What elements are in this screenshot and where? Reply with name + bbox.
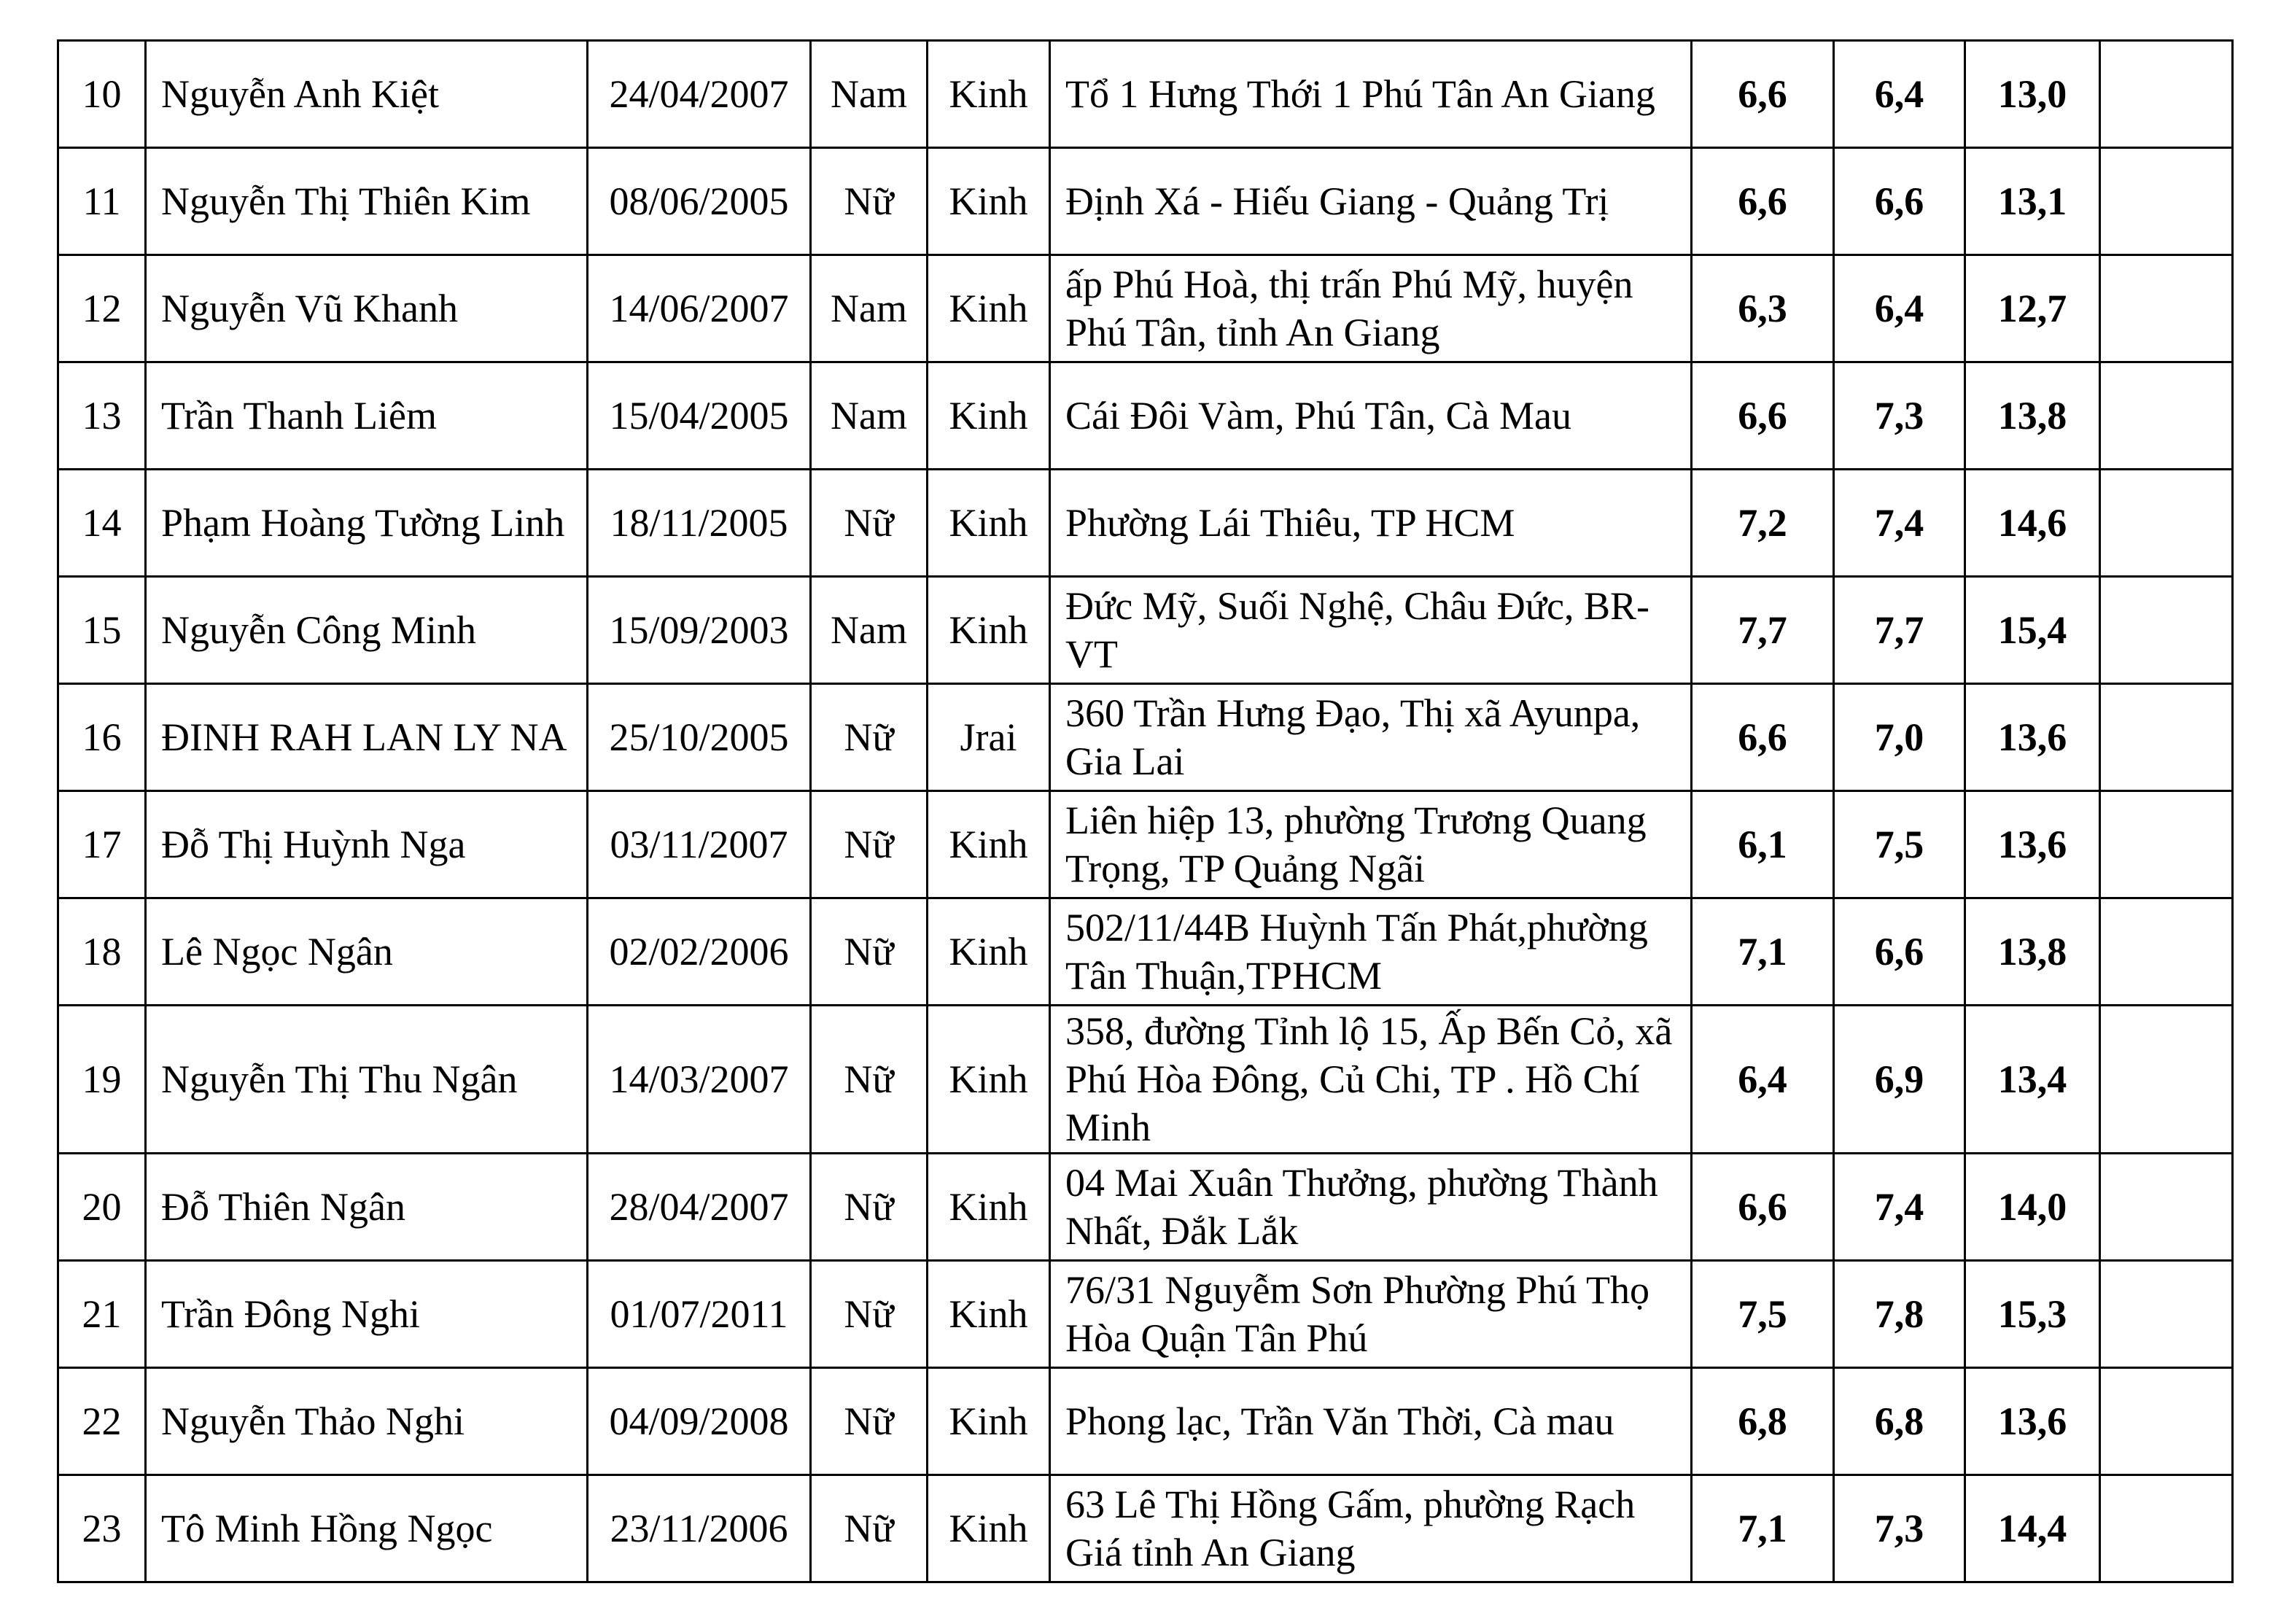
score-1: 6,1 — [1692, 791, 1834, 898]
row-number: 14 — [58, 470, 146, 577]
total-score: 13,4 — [1965, 1006, 2100, 1154]
note — [2100, 791, 2233, 898]
date-of-birth: 23/11/2006 — [588, 1475, 811, 1582]
address: ấp Phú Hoà, thị trấn Phú Mỹ, huyện Phú Tân, tỉnh An Giang — [1050, 255, 1692, 362]
table-row — [58, 577, 2233, 684]
score-1: 6,6 — [1692, 1154, 1834, 1261]
gender: Nữ — [811, 1154, 928, 1261]
row-number: 16 — [58, 684, 146, 791]
date-of-birth: 28/04/2007 — [588, 1154, 811, 1261]
date-of-birth: 25/10/2005 — [588, 684, 811, 791]
table-row — [58, 898, 2233, 1006]
note — [2100, 1006, 2233, 1154]
address: Định Xá - Hiếu Giang - Quảng Trị — [1050, 148, 1692, 255]
gender: Nữ — [811, 1475, 928, 1582]
table-row — [58, 255, 2233, 362]
row-number: 19 — [58, 1006, 146, 1154]
score-1: 7,1 — [1692, 1475, 1834, 1582]
score-1: 6,6 — [1692, 362, 1834, 470]
total-score: 14,4 — [1965, 1475, 2100, 1582]
total-score: 13,0 — [1965, 41, 2100, 148]
total-score: 14,6 — [1965, 470, 2100, 577]
ethnicity: Kinh — [928, 41, 1050, 148]
score-2: 6,9 — [1834, 1006, 1965, 1154]
date-of-birth: 14/06/2007 — [588, 255, 811, 362]
total-score: 13,8 — [1965, 362, 2100, 470]
candidate-name: Nguyễn Thị Thu Ngân — [146, 1006, 588, 1154]
date-of-birth: 03/11/2007 — [588, 791, 811, 898]
candidate-name: Đỗ Thiên Ngân — [146, 1154, 588, 1261]
ethnicity: Kinh — [928, 577, 1050, 684]
ethnicity: Kinh — [928, 1475, 1050, 1582]
address: 76/31 Nguyễm Sơn Phường Phú Thọ Hòa Quận Tân Phú — [1050, 1261, 1692, 1368]
ethnicity: Kinh — [928, 1261, 1050, 1368]
results-sheet — [57, 39, 2234, 1583]
candidate-name: Nguyễn Anh Kiệt — [146, 41, 588, 148]
ethnicity: Jrai — [928, 684, 1050, 791]
date-of-birth: 15/09/2003 — [588, 577, 811, 684]
total-score: 13,6 — [1965, 684, 2100, 791]
row-number: 11 — [58, 148, 146, 255]
gender: Nam — [811, 577, 928, 684]
total-score: 13,8 — [1965, 898, 2100, 1006]
candidate-results-table — [57, 39, 2234, 1583]
gender: Nữ — [811, 148, 928, 255]
score-1: 6,6 — [1692, 148, 1834, 255]
gender: Nữ — [811, 791, 928, 898]
gender: Nữ — [811, 1006, 928, 1154]
score-2: 7,3 — [1834, 362, 1965, 470]
note — [2100, 1154, 2233, 1261]
total-score: 13,6 — [1965, 791, 2100, 898]
table-row — [58, 1261, 2233, 1368]
ethnicity: Kinh — [928, 1368, 1050, 1475]
address: Đức Mỹ, Suối Nghệ, Châu Đức, BR-VT — [1050, 577, 1692, 684]
row-number: 21 — [58, 1261, 146, 1368]
address: 360 Trần Hưng Đạo, Thị xã Ayunpa, Gia Lai — [1050, 684, 1692, 791]
score-2: 7,8 — [1834, 1261, 1965, 1368]
note — [2100, 148, 2233, 255]
score-1: 7,1 — [1692, 898, 1834, 1006]
score-2: 7,3 — [1834, 1475, 1965, 1582]
candidate-name: ĐINH RAH LAN LY NA — [146, 684, 588, 791]
table-row — [58, 1154, 2233, 1261]
score-1: 6,8 — [1692, 1368, 1834, 1475]
note — [2100, 577, 2233, 684]
score-1: 7,7 — [1692, 577, 1834, 684]
table-row — [58, 148, 2233, 255]
note — [2100, 1475, 2233, 1582]
candidate-name: Nguyễn Thị Thiên Kim — [146, 148, 588, 255]
note — [2100, 41, 2233, 148]
total-score: 15,4 — [1965, 577, 2100, 684]
ethnicity: Kinh — [928, 1006, 1050, 1154]
date-of-birth: 24/04/2007 — [588, 41, 811, 148]
ethnicity: Kinh — [928, 470, 1050, 577]
table-row — [58, 1368, 2233, 1475]
candidate-name: Đỗ Thị Huỳnh Nga — [146, 791, 588, 898]
score-2: 6,4 — [1834, 255, 1965, 362]
date-of-birth: 14/03/2007 — [588, 1006, 811, 1154]
address: 63 Lê Thị Hồng Gấm, phường Rạch Giá tỉnh An Giang — [1050, 1475, 1692, 1582]
score-2: 6,6 — [1834, 148, 1965, 255]
note — [2100, 684, 2233, 791]
note — [2100, 898, 2233, 1006]
score-2: 7,0 — [1834, 684, 1965, 791]
score-1: 7,5 — [1692, 1261, 1834, 1368]
score-1: 6,6 — [1692, 684, 1834, 791]
score-2: 6,6 — [1834, 898, 1965, 1006]
date-of-birth: 04/09/2008 — [588, 1368, 811, 1475]
candidate-name: Nguyễn Công Minh — [146, 577, 588, 684]
row-number: 20 — [58, 1154, 146, 1261]
table-row — [58, 1006, 2233, 1154]
ethnicity: Kinh — [928, 1154, 1050, 1261]
table-row — [58, 684, 2233, 791]
ethnicity: Kinh — [928, 255, 1050, 362]
score-2: 7,5 — [1834, 791, 1965, 898]
table-row — [58, 791, 2233, 898]
score-1: 6,3 — [1692, 255, 1834, 362]
address: 358, đường Tỉnh lộ 15, Ấp Bến Cỏ, xã Phú Hòa Đông, Củ Chi, TP . Hồ Chí Minh — [1050, 1006, 1692, 1154]
score-1: 7,2 — [1692, 470, 1834, 577]
address: Tổ 1 Hưng Thới 1 Phú Tân An Giang — [1050, 41, 1692, 148]
row-number: 17 — [58, 791, 146, 898]
gender: Nữ — [811, 470, 928, 577]
address: Phường Lái Thiêu, TP HCM — [1050, 470, 1692, 577]
total-score: 13,1 — [1965, 148, 2100, 255]
address: Liên hiệp 13, phường Trương Quang Trọng, TP Quảng Ngãi — [1050, 791, 1692, 898]
candidate-name: Phạm Hoàng Tường Linh — [146, 470, 588, 577]
candidate-name: Lê Ngọc Ngân — [146, 898, 588, 1006]
total-score: 13,6 — [1965, 1368, 2100, 1475]
gender: Nữ — [811, 1261, 928, 1368]
gender: Nam — [811, 41, 928, 148]
table-body — [58, 41, 2233, 1582]
table-row — [58, 362, 2233, 470]
total-score: 14,0 — [1965, 1154, 2100, 1261]
candidate-name: Nguyễn Thảo Nghi — [146, 1368, 588, 1475]
score-2: 7,4 — [1834, 470, 1965, 577]
row-number: 18 — [58, 898, 146, 1006]
ethnicity: Kinh — [928, 362, 1050, 470]
ethnicity: Kinh — [928, 898, 1050, 1006]
address: 04 Mai Xuân Thưởng, phường Thành Nhất, Đắk Lắk — [1050, 1154, 1692, 1261]
gender: Nam — [811, 362, 928, 470]
score-2: 7,7 — [1834, 577, 1965, 684]
row-number: 12 — [58, 255, 146, 362]
gender: Nam — [811, 255, 928, 362]
table-row — [58, 470, 2233, 577]
score-1: 6,6 — [1692, 41, 1834, 148]
candidate-name: Trần Đông Nghi — [146, 1261, 588, 1368]
address: Cái Đôi Vàm, Phú Tân, Cà Mau — [1050, 362, 1692, 470]
address: Phong lạc, Trần Văn Thời, Cà mau — [1050, 1368, 1692, 1475]
note — [2100, 255, 2233, 362]
note — [2100, 470, 2233, 577]
address: 502/11/44B Huỳnh Tấn Phát,phường Tân Thuận,TPHCM — [1050, 898, 1692, 1006]
candidate-name: Tô Minh Hồng Ngọc — [146, 1475, 588, 1582]
score-1: 6,4 — [1692, 1006, 1834, 1154]
date-of-birth: 01/07/2011 — [588, 1261, 811, 1368]
candidate-name: Nguyễn Vũ Khanh — [146, 255, 588, 362]
date-of-birth: 18/11/2005 — [588, 470, 811, 577]
gender: Nữ — [811, 898, 928, 1006]
date-of-birth: 02/02/2006 — [588, 898, 811, 1006]
ethnicity: Kinh — [928, 148, 1050, 255]
note — [2100, 1261, 2233, 1368]
row-number: 13 — [58, 362, 146, 470]
gender: Nữ — [811, 684, 928, 791]
table-row — [58, 41, 2233, 148]
candidate-name: Trần Thanh Liêm — [146, 362, 588, 470]
row-number: 15 — [58, 577, 146, 684]
gender: Nữ — [811, 1368, 928, 1475]
total-score: 12,7 — [1965, 255, 2100, 362]
score-2: 7,4 — [1834, 1154, 1965, 1261]
note — [2100, 1368, 2233, 1475]
row-number: 22 — [58, 1368, 146, 1475]
ethnicity: Kinh — [928, 791, 1050, 898]
row-number: 10 — [58, 41, 146, 148]
table-row — [58, 1475, 2233, 1582]
score-2: 6,4 — [1834, 41, 1965, 148]
total-score: 15,3 — [1965, 1261, 2100, 1368]
score-2: 6,8 — [1834, 1368, 1965, 1475]
note — [2100, 362, 2233, 470]
row-number: 23 — [58, 1475, 146, 1582]
date-of-birth: 15/04/2005 — [588, 362, 811, 470]
date-of-birth: 08/06/2005 — [588, 148, 811, 255]
